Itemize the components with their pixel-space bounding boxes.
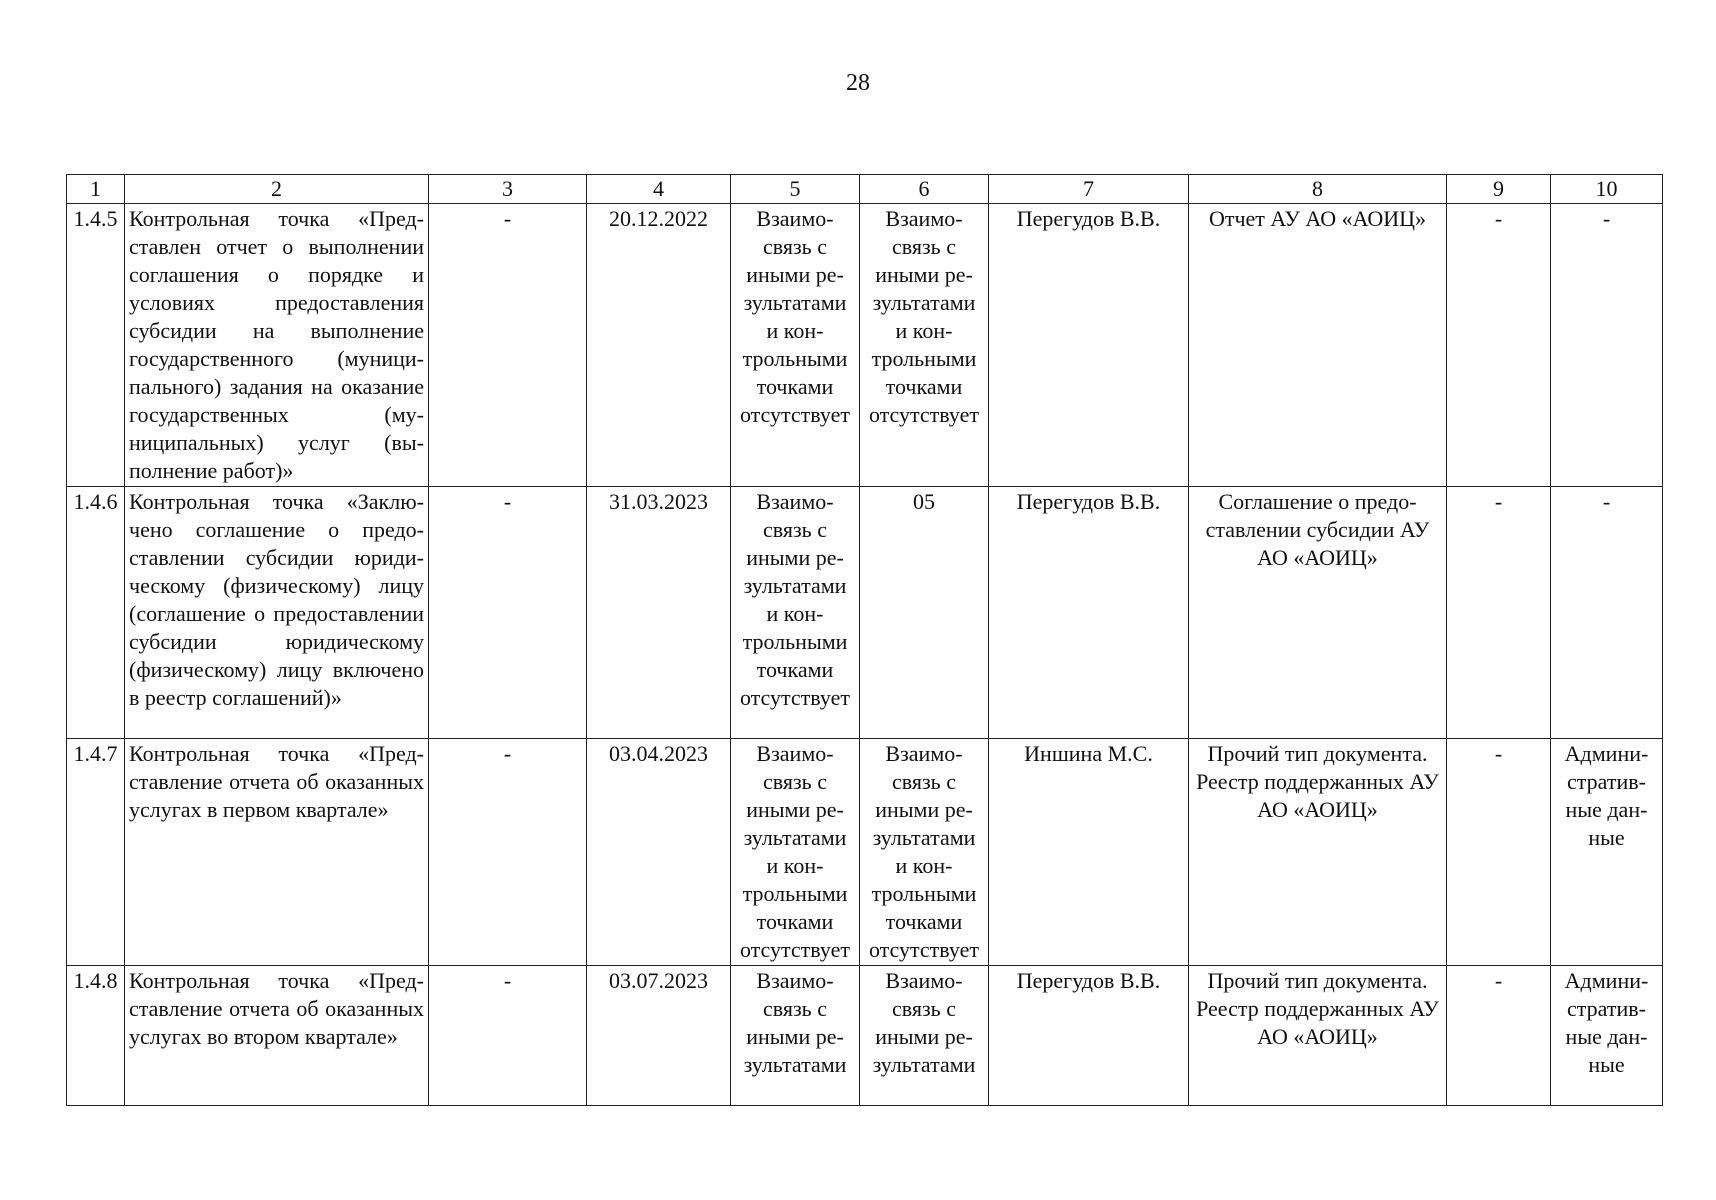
- row-number: 1.4.7: [67, 739, 125, 966]
- control-point-name: Контрольная точка «Представлен отчет о выполнении соглашения о порядке и условиях предоставления субсидии на выполнение государственного (муниципального) задания на оказание государственных (муниципальных) услуг (выполнение работ)»: [125, 204, 429, 487]
- col6-value: Взаимо-связь с иными ре-зультатами и кон-трольными точками отсутствует: [860, 739, 989, 966]
- header-col-8: 8: [1189, 175, 1447, 204]
- document-type: Прочий тип документа. Реестр поддержанных АУ АО «АОИЦ»: [1189, 739, 1447, 966]
- header-col-5: 5: [731, 175, 860, 204]
- control-point-name: Контрольная точка «Представление отчета об оказанных услугах во втором квартале»: [125, 966, 429, 1106]
- header-col-1: 1: [67, 175, 125, 204]
- col5-value: Взаимо-связь с иными ре-зультатами и кон-трольными точками отсутствует: [731, 487, 860, 739]
- row-number: 1.4.5: [67, 204, 125, 487]
- table-row: [67, 204, 1663, 487]
- col9-value: -: [1447, 966, 1551, 1106]
- header-col-4: 4: [587, 175, 731, 204]
- header-col-6: 6: [860, 175, 989, 204]
- table-row: [67, 487, 1663, 739]
- col10-value: -: [1551, 204, 1663, 487]
- responsible-person: Перегудов В.В.: [989, 204, 1189, 487]
- col10-value: -: [1551, 487, 1663, 739]
- responsible-person: Перегудов В.В.: [989, 487, 1189, 739]
- control-points-table: [66, 174, 1663, 1106]
- document-type: Соглашение о предо-ставлении субсидии АУ АО «АОИЦ»: [1189, 487, 1447, 739]
- document-type: Отчет АУ АО «АОИЦ»: [1189, 204, 1447, 487]
- date-value: 03.07.2023: [587, 966, 731, 1106]
- header-col-3: 3: [429, 175, 587, 204]
- responsible-person: Иншина М.С.: [989, 739, 1189, 966]
- table-row: [67, 739, 1663, 966]
- row-number: 1.4.6: [67, 487, 125, 739]
- col9-value: -: [1447, 204, 1551, 487]
- header-col-10: 10: [1551, 175, 1663, 204]
- header-col-2: 2: [125, 175, 429, 204]
- col5-value: Взаимо-связь с иными ре-зультатами и кон-трольными точками отсутствует: [731, 739, 860, 966]
- col3-value: -: [429, 487, 587, 739]
- date-value: 31.03.2023: [587, 487, 731, 739]
- col3-value: -: [429, 966, 587, 1106]
- page-number: 28: [846, 70, 870, 96]
- responsible-person: Перегудов В.В.: [989, 966, 1189, 1106]
- col3-value: -: [429, 739, 587, 966]
- control-point-name: Контрольная точка «Представление отчета об оказанных услугах в первом квартале»: [125, 739, 429, 966]
- col10-value: Админи-стратив-ные дан-ные: [1551, 739, 1663, 966]
- col5-value: Взаимо-связь с иными ре-зультатами: [731, 966, 860, 1106]
- col6-value: Взаимо-связь с иными ре-зультатами и кон-трольными точками отсутствует: [860, 204, 989, 487]
- header-col-9: 9: [1447, 175, 1551, 204]
- date-value: 20.12.2022: [587, 204, 731, 487]
- header-col-7: 7: [989, 175, 1189, 204]
- col10-value: Админи-стратив-ные дан-ные: [1551, 966, 1663, 1106]
- col5-value: Взаимо-связь с иными ре-зультатами и кон-трольными точками отсутствует: [731, 204, 860, 487]
- col9-value: -: [1447, 739, 1551, 966]
- table-row: [67, 966, 1663, 1106]
- header-row: [67, 175, 1663, 204]
- col9-value: -: [1447, 487, 1551, 739]
- row-number: 1.4.8: [67, 966, 125, 1106]
- col6-value: Взаимо-связь с иными ре-зультатами: [860, 966, 989, 1106]
- control-point-name: Контрольная точка «Заключено соглашение о предоставлении субсидии юридическому (физическому) лицу (соглашение о предоставлении субсидии юридическому (физическому) лицу включено в реестр соглашений)»: [125, 487, 429, 739]
- col6-value: 05: [860, 487, 989, 739]
- document-type: Прочий тип документа. Реестр поддержанных АУ АО «АОИЦ»: [1189, 966, 1447, 1106]
- col3-value: -: [429, 204, 587, 487]
- date-value: 03.04.2023: [587, 739, 731, 966]
